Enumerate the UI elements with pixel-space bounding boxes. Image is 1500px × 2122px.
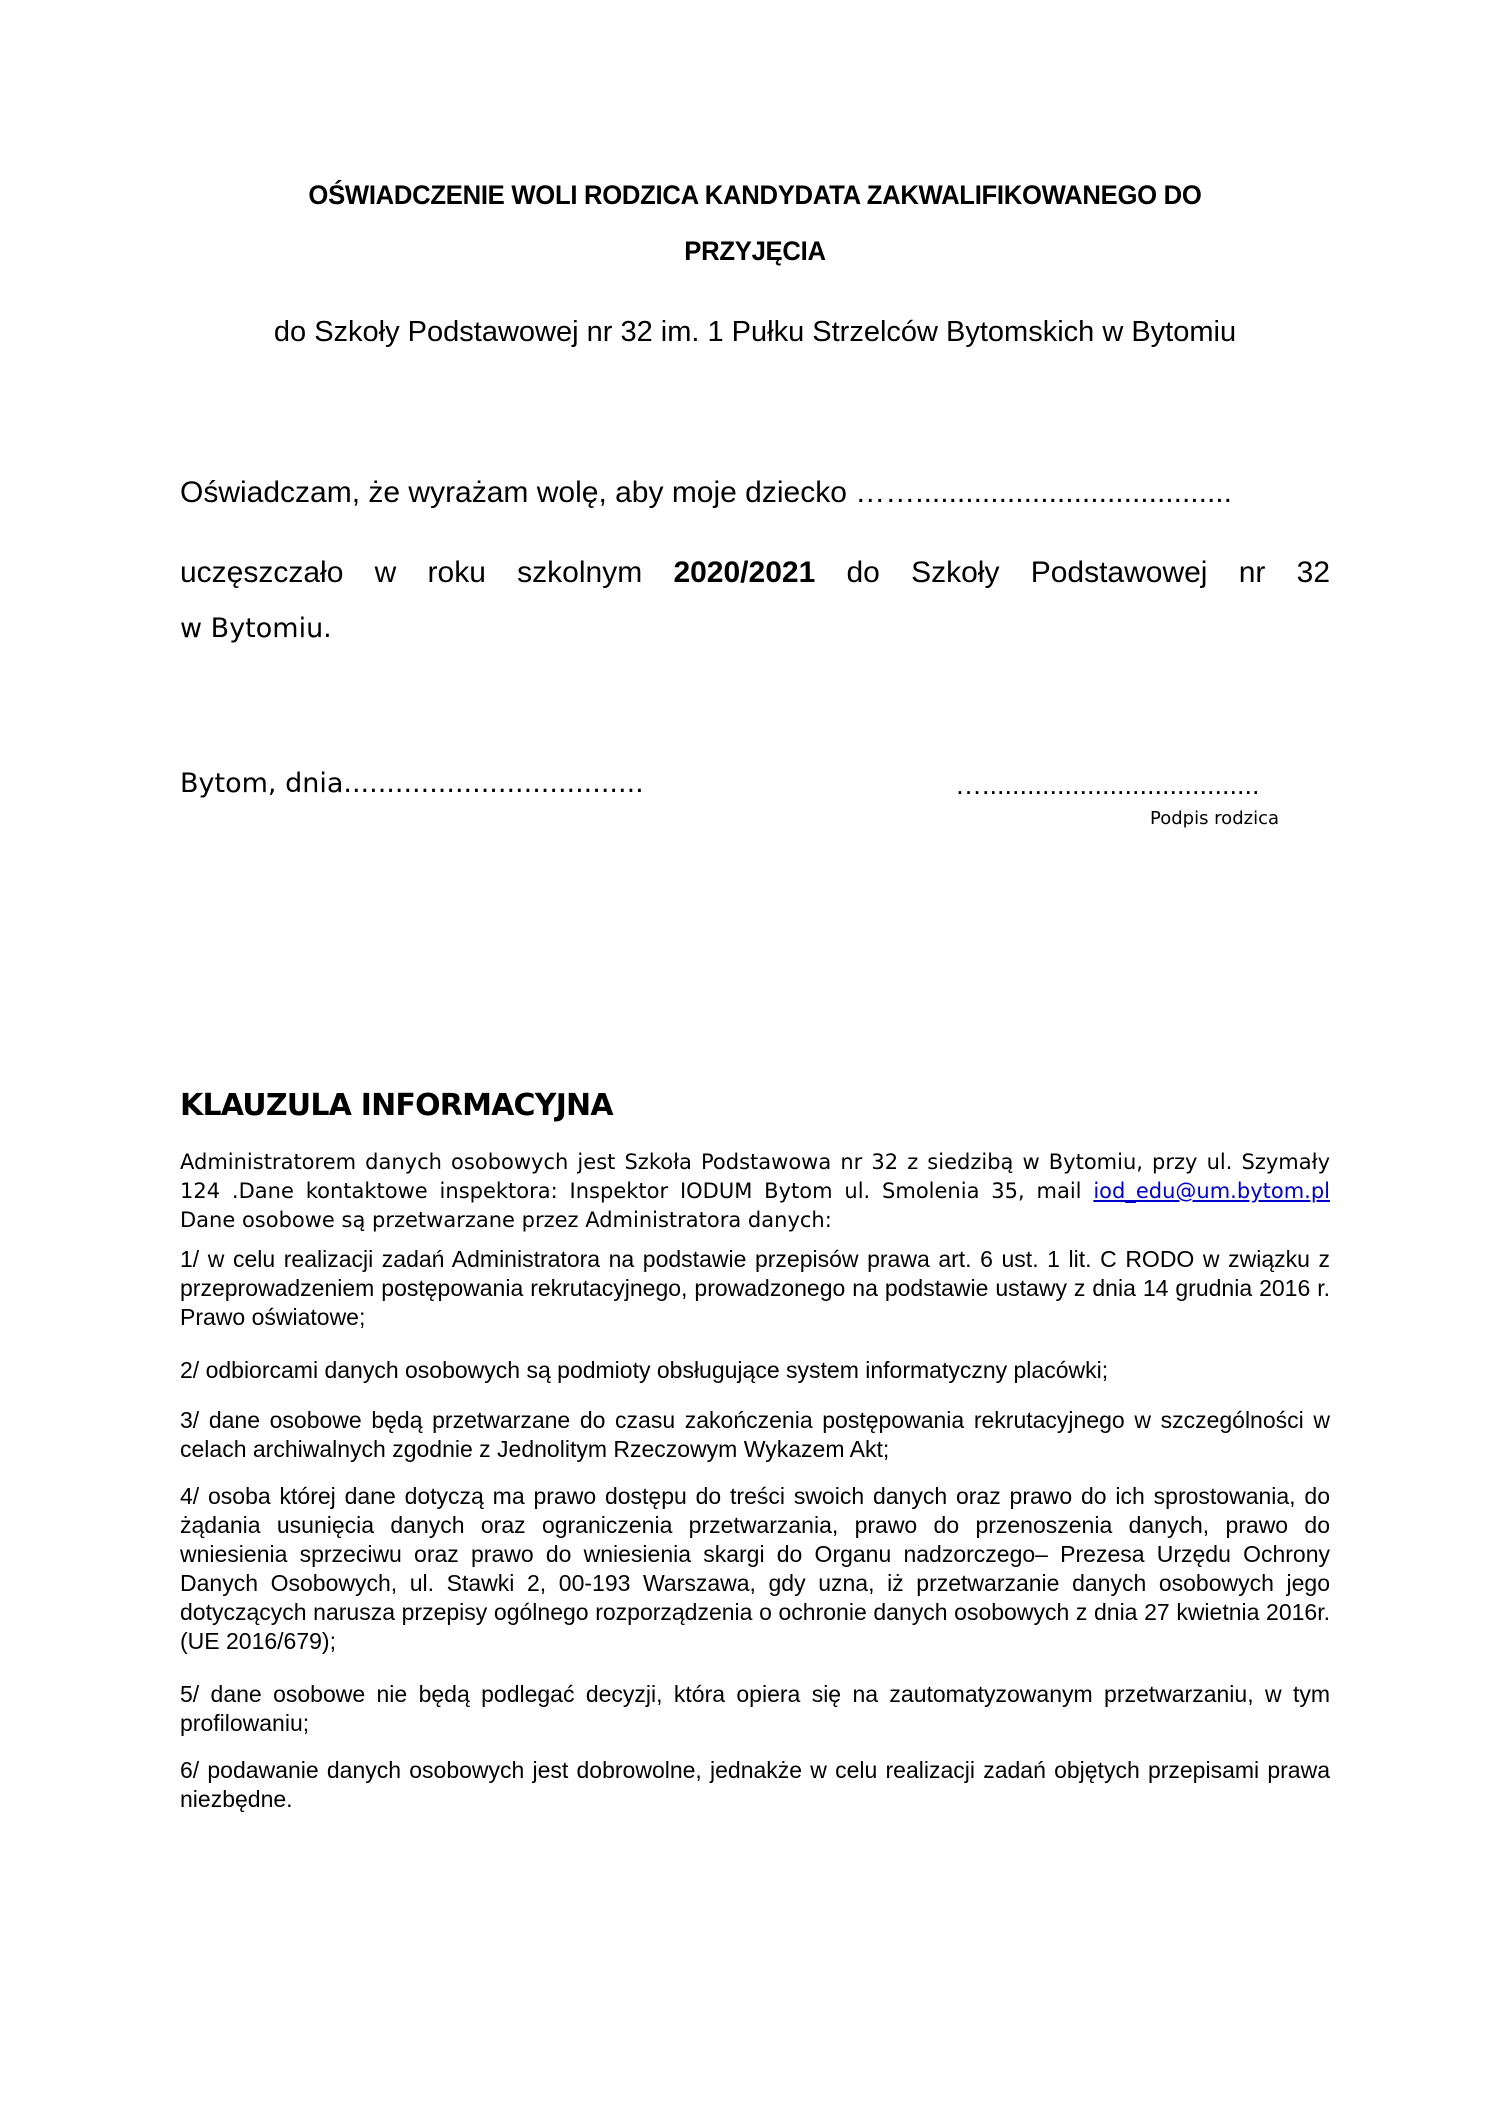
title-line-1: OŚWIADCZENIE WOLI RODZICA KANDYDATA ZAKWALIFIKOWANEGO DO <box>308 180 1202 210</box>
subtitle: do Szkoły Podstawowej nr 32 im. 1 Pułku Strzelców Bytomskich w Bytomiu <box>273 316 1237 348</box>
clause-item-2: 2/ odbiorcami danych osobowych są podmioty obsługujące system informatyczny placówki; <box>180 1357 1109 1383</box>
declaration-suffix: do Szkoły Podstawowej nr 32 <box>846 556 1331 589</box>
clause-intro-text-2: Dane osobowe są przetwarzane przez Administratora danych: <box>180 1208 832 1232</box>
declaration-line-2 <box>180 556 1330 590</box>
place-date <box>180 768 644 799</box>
school-year: 2020/2021 <box>673 556 816 589</box>
clause-item-4: 4/ osoba której dane dotyczą ma prawo dostępu do treści swoich danych oraz prawo do ich sprostowania, do żądania usunięcia danych oraz ograniczenia przetwarzania, prawo do przenoszenia danych, prawo do wniesienia sprzeciwu oraz prawo do wniesienia skargi do Organu nadzorczego– Prezesa Urzędu Ochrony Danych Osobowych, ul. Stawki 2, 00-193 Warszawa, gdy uzna, iż przetwarzanie danych osobowych jego dotyczących narusza przepisy ogólnego rozporządzenia o ochronie danych osobowych z dnia 27 kwietnia 2016r.(UE 2016/679); <box>180 1483 1330 1654</box>
declaration-prefix: uczęszczało w roku szkolnym <box>180 556 674 589</box>
place-date-label: Bytom, dnia <box>180 768 344 799</box>
email-link[interactable]: iod_edu@um.bytom.pl <box>1093 1179 1330 1203</box>
signature-field[interactable]: …..................................... <box>955 770 1260 800</box>
title-line-2: PRZYJĘCIA <box>684 236 826 266</box>
declaration-text: Oświadczam, że wyrażam wolę, aby moje dziecko <box>180 476 856 509</box>
clause-item-3: 3/ dane osobowe będą przetwarzane do czasu zakończenia postępowania rekrutacyjnego w szczególności w celach archiwalnych zgodnie z Jednolitym Rzeczowym Wykazem Akt; <box>180 1407 1330 1462</box>
date-field[interactable]: ................................... <box>343 768 644 799</box>
child-name-field[interactable]: ……...................................... <box>855 476 1232 509</box>
signature-caption: Podpis rodzica <box>1150 808 1279 829</box>
clause-item-5: 5/ dane osobowe nie będą podlegać decyzji, która opiera się na zautomatyzowanym przetwarzaniu, w tym profilowaniu; <box>180 1681 1330 1736</box>
clause-intro-text: Administratorem danych osobowych jest Szkoła Podstawowa nr 32 z siedzibą w Bytomiu, przy ul. Szymały 124 .Dane kontaktowe inspektora: Inspektor IODUM Bytom ul. Smolenia 35, mail <box>180 1150 1330 1203</box>
declaration-line-1 <box>180 476 1330 510</box>
clause-heading: KLAUZULA INFORMACYJNA <box>180 1088 613 1123</box>
clause-item-6: 6/ podawanie danych osobowych jest dobrowolne, jednakże w celu realizacji zadań objętych przepisami prawa niezbędne. <box>180 1757 1330 1812</box>
clause-item-1: 1/ w celu realizacji zadań Administratora na podstawie przepisów prawa art. 6 ust. 1 lit. C RODO w związku z przeprowadzeniem postępowania rekrutacyjnego, prowadzonego na podstawie ustawy z dnia 14 grudnia 2016 r. Prawo oświatowe; <box>180 1246 1330 1330</box>
clause-intro <box>180 1148 1330 1235</box>
declaration-line-3: w Bytomiu. <box>180 613 332 644</box>
